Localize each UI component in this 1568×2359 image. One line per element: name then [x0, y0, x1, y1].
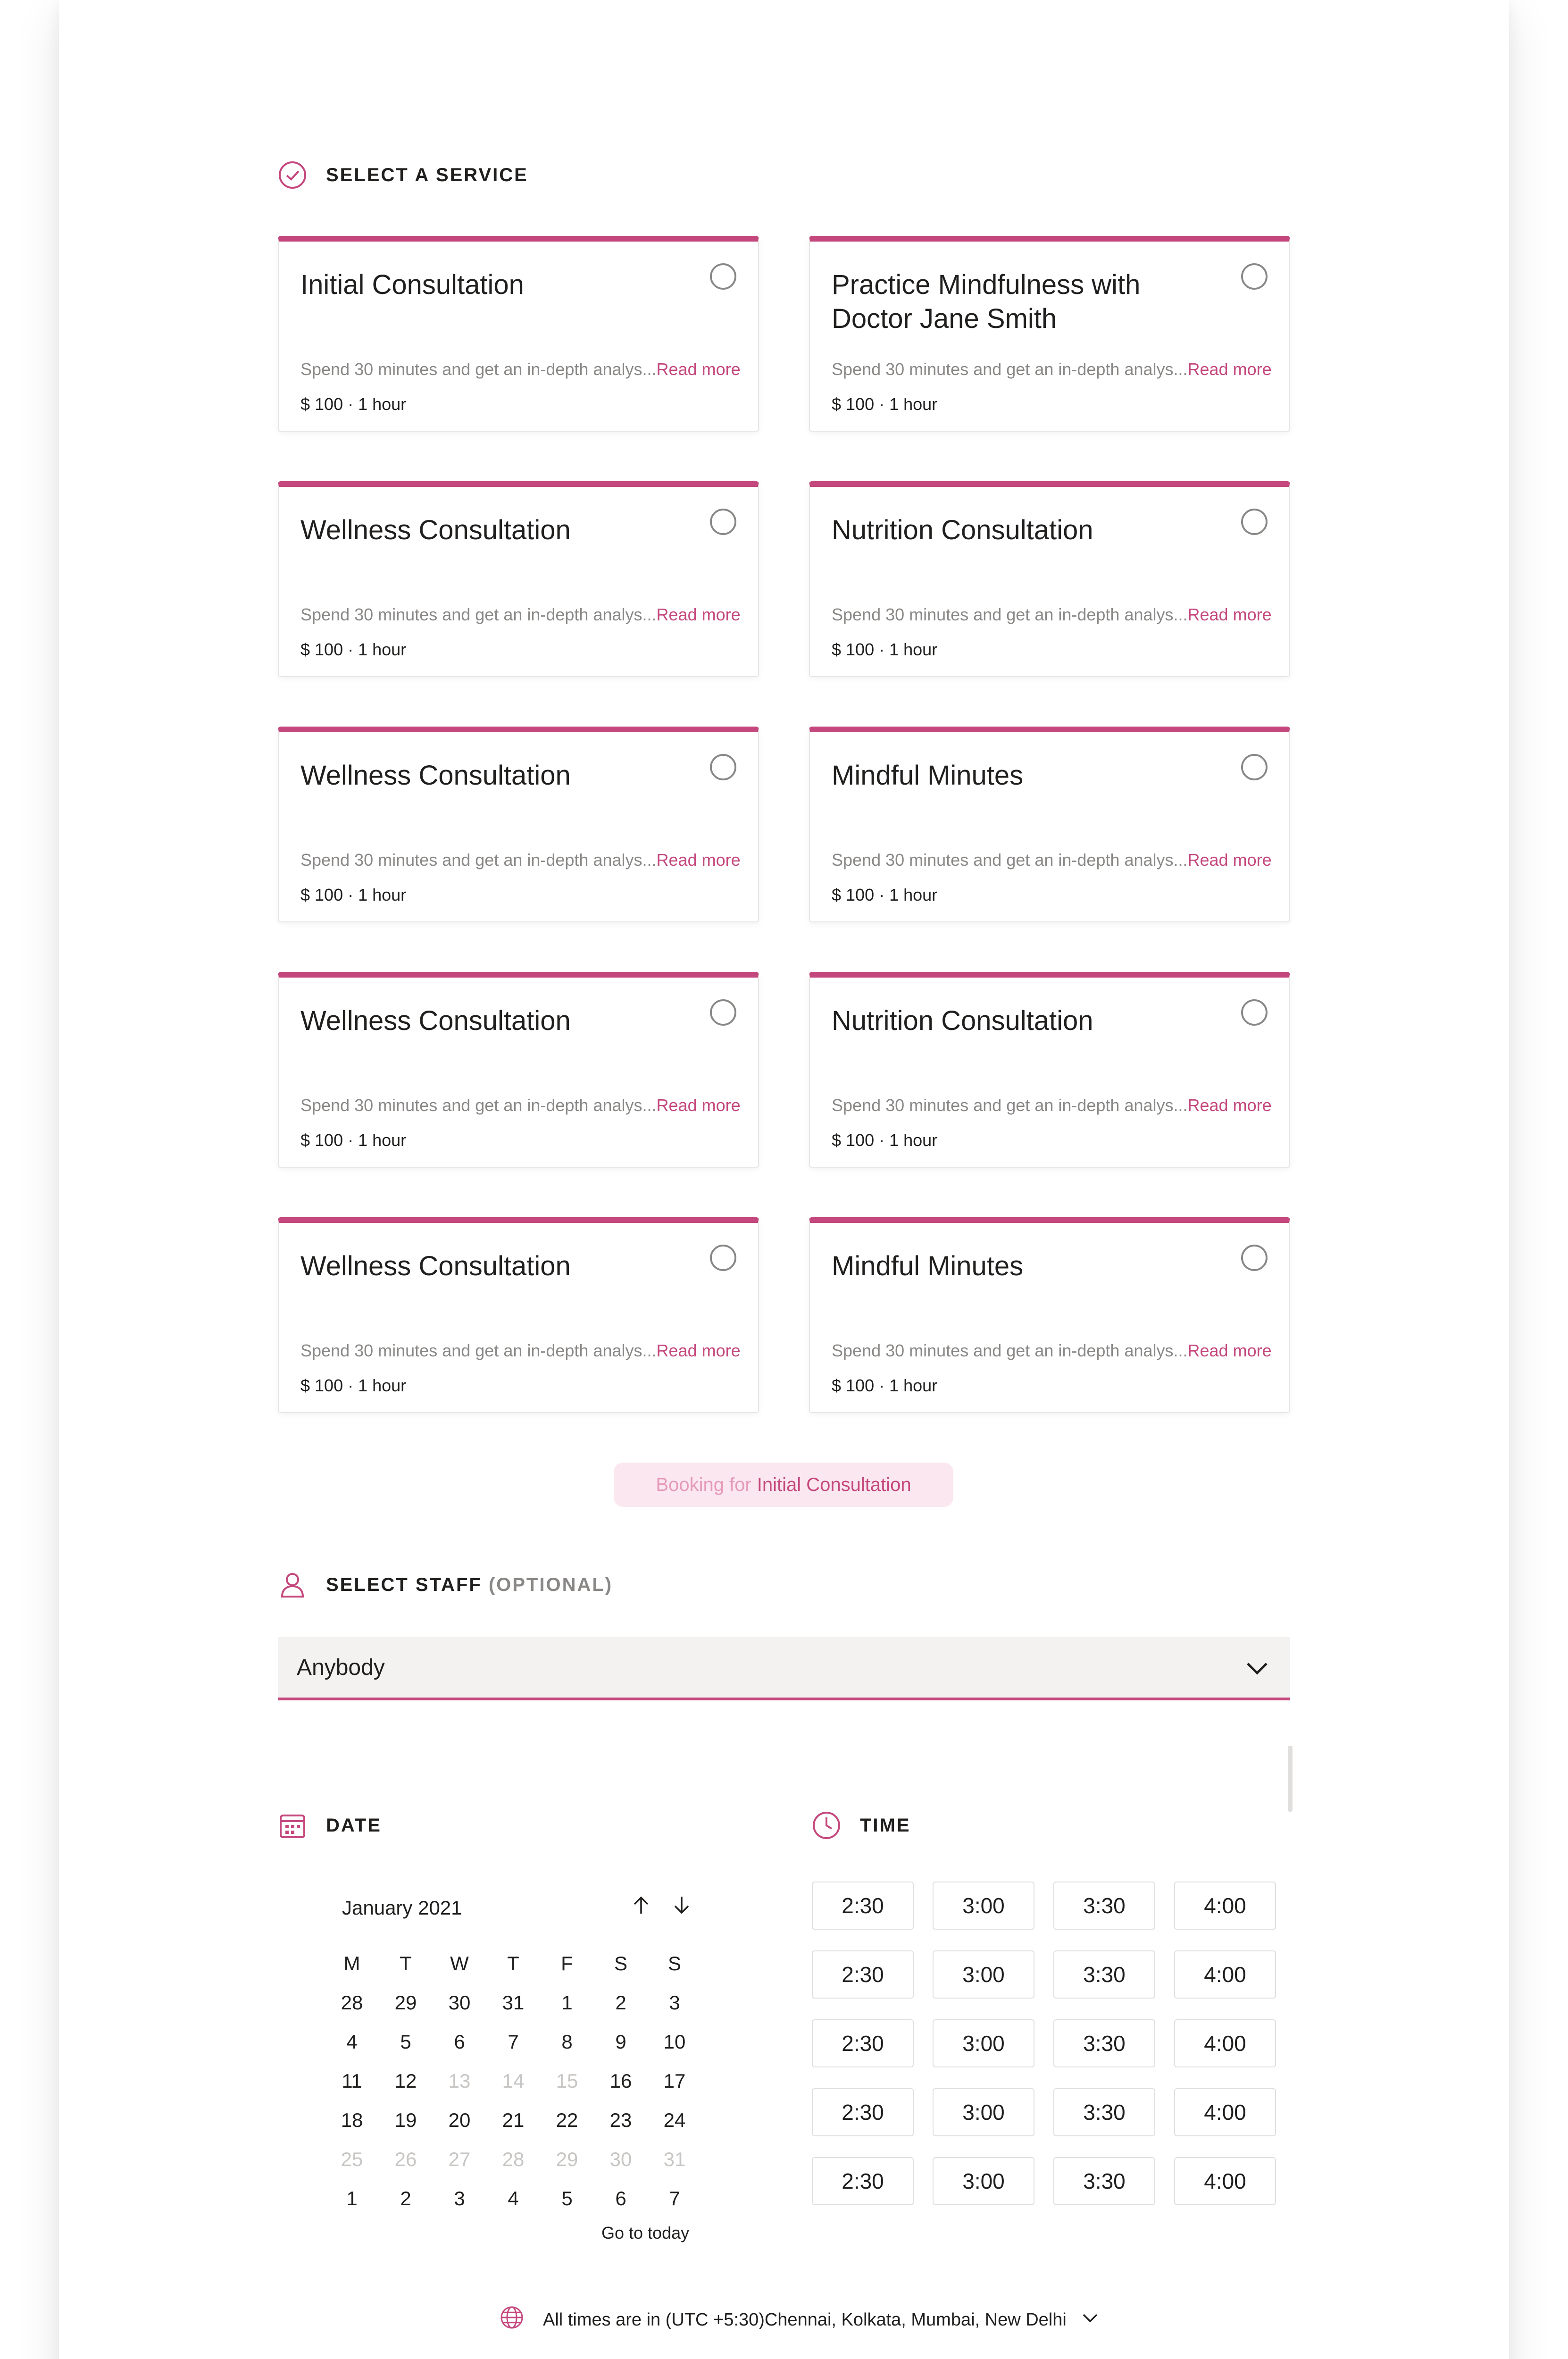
read-more-link[interactable]: Read more: [656, 850, 741, 870]
calendar-day: 26: [394, 2148, 417, 2170]
calendar-day[interactable]: 6: [615, 2187, 626, 2209]
person-icon: [278, 1570, 307, 1599]
service-card-description: Spend 30 minutes and get an in-depth analys...Read more: [300, 360, 741, 379]
time-slot-row: [812, 1950, 1284, 1999]
service-card-description: Spend 30 minutes and get an in-depth analys...Read more: [832, 1096, 1272, 1115]
calendar-day[interactable]: 16: [609, 2069, 632, 2092]
time-slot-button[interactable]: 3:00: [933, 1882, 1034, 1930]
calendar-week-row: [325, 2061, 702, 2100]
calendar-day[interactable]: 8: [561, 2030, 573, 2053]
service-card[interactable]: [278, 1217, 759, 1413]
service-radio[interactable]: [1241, 999, 1268, 1026]
clock-icon: [812, 1811, 841, 1840]
calendar-day: 25: [341, 2148, 363, 2170]
calendar-day: 27: [448, 2148, 471, 2170]
time-slot-button[interactable]: 2:30: [812, 2088, 914, 2136]
service-card-price: $ 100 · 1 hour: [300, 1376, 407, 1395]
service-card[interactable]: [809, 481, 1290, 677]
service-card-title: Mindful Minutes: [832, 1251, 1024, 1281]
calendar-grid: [325, 1944, 702, 2218]
staff-dropdown[interactable]: [278, 1637, 1290, 1700]
date-section-title: DATE: [326, 1815, 382, 1836]
scrollbar-thumb[interactable]: [1288, 1746, 1293, 1812]
read-more-link[interactable]: Read more: [656, 360, 741, 379]
staff-selected-value: Anybody: [297, 1655, 385, 1680]
service-card-title: Nutrition Consultation: [832, 1005, 1093, 1036]
service-card-price: $ 100 · 1 hour: [832, 1376, 938, 1395]
weekday-label: S: [667, 1952, 681, 1974]
service-card-title: Wellness Consultation: [300, 760, 571, 791]
calendar-week-row: [325, 2100, 702, 2140]
calendar-day[interactable]: 21: [502, 2108, 525, 2131]
time-slot-button[interactable]: 3:30: [1053, 2157, 1155, 2205]
time-slot-button[interactable]: 2:30: [812, 2157, 914, 2205]
service-card-price: $ 100 · 1 hour: [300, 394, 407, 414]
read-more-link[interactable]: Read more: [1187, 1341, 1272, 1360]
time-slot-row: [812, 2019, 1284, 2067]
calendar-day[interactable]: 1: [561, 1991, 573, 2014]
service-card[interactable]: [809, 236, 1290, 432]
service-card[interactable]: [809, 1217, 1290, 1413]
calendar-day[interactable]: 7: [669, 2187, 680, 2209]
calendar-day[interactable]: 3: [669, 1991, 680, 2014]
service-card[interactable]: [809, 727, 1290, 922]
time-section-heading: [812, 1811, 911, 1840]
service-card[interactable]: [278, 236, 759, 432]
time-slot-button[interactable]: 2:30: [812, 2019, 914, 2067]
service-card-description: Spend 30 minutes and get an in-depth analys...Read more: [832, 1341, 1272, 1360]
calendar-day: 14: [502, 2069, 525, 2092]
service-card-title: Wellness Consultation: [300, 515, 571, 545]
calendar-day[interactable]: 7: [508, 2030, 519, 2053]
time-slot-button[interactable]: 2:30: [812, 1882, 914, 1930]
calendar-day[interactable]: 5: [400, 2030, 411, 2053]
calendar-day[interactable]: 20: [448, 2108, 471, 2131]
calendar-day: 31: [663, 2148, 686, 2170]
calendar-day: 15: [556, 2069, 578, 2092]
calendar-day[interactable]: 28: [341, 1991, 363, 2014]
calendar-day[interactable]: 22: [556, 2108, 578, 2131]
read-more-link[interactable]: Read more: [1187, 1096, 1272, 1115]
service-card-price: $ 100 · 1 hour: [300, 885, 407, 904]
service-card-title: Wellness Consultation: [300, 1251, 571, 1281]
calendar-day[interactable]: 9: [615, 2030, 626, 2053]
read-more-link[interactable]: Read more: [656, 605, 741, 624]
service-card-description: Spend 30 minutes and get an in-depth analys...Read more: [300, 605, 741, 624]
time-slot-button[interactable]: 4:00: [1174, 1950, 1276, 1999]
service-card-price: $ 100 · 1 hour: [832, 640, 938, 659]
booking-for-service: Initial Consultation: [757, 1474, 911, 1495]
weekday-label: W: [450, 1952, 469, 1974]
service-card[interactable]: [278, 972, 759, 1168]
read-more-link[interactable]: Read more: [1187, 850, 1272, 870]
calendar-week-row: [325, 2179, 702, 2218]
service-card-price: $ 100 · 1 hour: [300, 1130, 407, 1150]
arrow-up-icon[interactable]: [632, 1895, 651, 1918]
staff-optional-label: (OPTIONAL): [488, 1574, 613, 1595]
calendar-week-row: [325, 2022, 702, 2061]
calendar-day[interactable]: 17: [663, 2069, 686, 2092]
time-slot-button[interactable]: 4:00: [1174, 2157, 1276, 2205]
calendar-day[interactable]: 23: [609, 2108, 632, 2131]
time-slot-row: [812, 1882, 1284, 1930]
time-slot-grid: [812, 1882, 1284, 2226]
weekday-label: F: [561, 1952, 573, 1974]
weekday-label: M: [343, 1952, 360, 1974]
calendar-day[interactable]: 4: [508, 2187, 519, 2209]
calendar-day[interactable]: 29: [394, 1991, 417, 2014]
calendar-day[interactable]: 31: [502, 1991, 525, 2014]
calendar-day[interactable]: 24: [663, 2108, 686, 2131]
time-slot-button[interactable]: 3:30: [1053, 2019, 1155, 2067]
calendar-day: 29: [556, 2148, 578, 2170]
calendar-day[interactable]: 4: [346, 2030, 358, 2053]
service-card-description: Spend 30 minutes and get an in-depth analys...Read more: [832, 850, 1272, 870]
time-slot-button[interactable]: 4:00: [1174, 2088, 1276, 2136]
calendar-day[interactable]: 11: [342, 2069, 362, 2092]
globe-icon: [500, 2305, 524, 2334]
service-radio[interactable]: [710, 999, 736, 1026]
calendar-day: 30: [609, 2148, 632, 2170]
booking-for-pill: [614, 1463, 953, 1507]
calendar-day[interactable]: 2: [400, 2187, 411, 2209]
service-card-title: Practice Mindfulness with Doctor Jane Smith: [832, 269, 1141, 334]
time-section-title: TIME: [860, 1815, 911, 1836]
service-radio[interactable]: [710, 754, 736, 780]
booking-page: [59, 0, 1509, 2359]
time-slot-row: [812, 2157, 1284, 2205]
chevron-down-icon: [1082, 2309, 1099, 2331]
service-card-description: Spend 30 minutes and get an in-depth analys...Read more: [300, 1341, 741, 1360]
calendar-day[interactable]: 1: [346, 2187, 358, 2209]
staff-section-title: SELECT STAFF: [326, 1574, 482, 1595]
arrow-down-icon[interactable]: [672, 1895, 691, 1918]
calendar-day[interactable]: 2: [615, 1991, 626, 2014]
service-radio[interactable]: [710, 263, 736, 290]
calendar-day[interactable]: 10: [663, 2030, 686, 2053]
read-more-link[interactable]: Read more: [656, 1341, 741, 1360]
time-slot-button[interactable]: 3:00: [933, 2157, 1034, 2205]
check-circle-icon: [278, 160, 307, 190]
read-more-link[interactable]: Read more: [1187, 605, 1272, 624]
calendar-weeks: [325, 1983, 702, 2218]
timezone-text: All times are in (UTC +5:30)Chennai, Kolkata, Mumbai, New Delhi: [543, 2309, 1067, 2330]
booking-for-prefix: Booking for: [656, 1474, 751, 1495]
date-section-heading: [278, 1811, 382, 1840]
calendar-day: 28: [502, 2148, 525, 2170]
chevron-down-icon: [1245, 1656, 1269, 1686]
read-more-link[interactable]: Read more: [656, 1096, 741, 1115]
service-section-title: SELECT A SERVICE: [326, 164, 528, 185]
service-card[interactable]: [278, 727, 759, 922]
service-card-price: $ 100 · 1 hour: [300, 640, 407, 659]
time-slot-button[interactable]: 3:30: [1053, 1950, 1155, 1999]
service-radio[interactable]: [710, 509, 736, 535]
time-slot-button[interactable]: 4:00: [1174, 1882, 1276, 1930]
time-slot-button[interactable]: 3:00: [933, 2088, 1034, 2136]
time-slot-button[interactable]: 3:00: [933, 1950, 1034, 1999]
service-radio[interactable]: [1241, 263, 1268, 290]
service-section-heading: [278, 160, 528, 190]
weekday-label: T: [400, 1952, 412, 1974]
go-to-today-link[interactable]: Go to today: [601, 2223, 690, 2242]
calendar-nav: [632, 1895, 691, 1918]
calendar-week-row: [325, 2140, 702, 2179]
service-card[interactable]: [278, 481, 759, 677]
calendar-week-row: [325, 1983, 702, 2022]
timezone-selector[interactable]: [500, 2305, 1099, 2334]
staff-section-heading: [278, 1570, 613, 1599]
calendar-day[interactable]: 12: [394, 2069, 417, 2092]
calendar-day[interactable]: 6: [454, 2030, 465, 2053]
calendar-day[interactable]: 19: [394, 2108, 417, 2131]
weekday-label: S: [614, 1952, 627, 1974]
time-slot-button[interactable]: 3:30: [1053, 2088, 1155, 2136]
service-card-description: Spend 30 minutes and get an in-depth analys...Read more: [300, 1096, 741, 1115]
calendar-day: 13: [448, 2069, 471, 2092]
calendar-day[interactable]: 3: [454, 2187, 465, 2209]
service-card-price: $ 100 · 1 hour: [832, 1130, 938, 1150]
service-card-title: Nutrition Consultation: [832, 515, 1093, 545]
time-slot-row: [812, 2088, 1284, 2136]
calendar-icon: [278, 1811, 307, 1840]
calendar-month: January 2021: [342, 1897, 462, 1919]
calendar-day[interactable]: 18: [341, 2108, 363, 2131]
time-slot-button[interactable]: 4:00: [1174, 2019, 1276, 2067]
service-card-title: Mindful Minutes: [832, 760, 1024, 791]
service-card-title: Initial Consultation: [300, 269, 524, 300]
service-radio[interactable]: [1241, 509, 1268, 535]
time-slot-button[interactable]: 3:00: [933, 2019, 1034, 2067]
read-more-link[interactable]: Read more: [1187, 360, 1272, 379]
service-card-description: Spend 30 minutes and get an in-depth analys...Read more: [300, 850, 741, 870]
service-card-title: Wellness Consultation: [300, 1005, 571, 1036]
calendar-day[interactable]: 5: [561, 2187, 573, 2209]
service-radio[interactable]: [1241, 754, 1268, 780]
weekday-label: T: [507, 1952, 519, 1974]
calendar-weekday-row: [325, 1944, 702, 1983]
service-card-description: Spend 30 minutes and get an in-depth analys...Read more: [832, 605, 1272, 624]
time-slot-button[interactable]: 3:30: [1053, 1882, 1155, 1930]
calendar-day[interactable]: 30: [448, 1991, 471, 2014]
service-card-price: $ 100 · 1 hour: [832, 885, 938, 904]
service-radio[interactable]: [710, 1245, 736, 1271]
service-radio[interactable]: [1241, 1245, 1268, 1271]
service-card-price: $ 100 · 1 hour: [832, 394, 938, 414]
service-card[interactable]: [809, 972, 1290, 1168]
time-slot-button[interactable]: 2:30: [812, 1950, 914, 1999]
service-card-description: Spend 30 minutes and get an in-depth analys...Read more: [832, 360, 1272, 379]
